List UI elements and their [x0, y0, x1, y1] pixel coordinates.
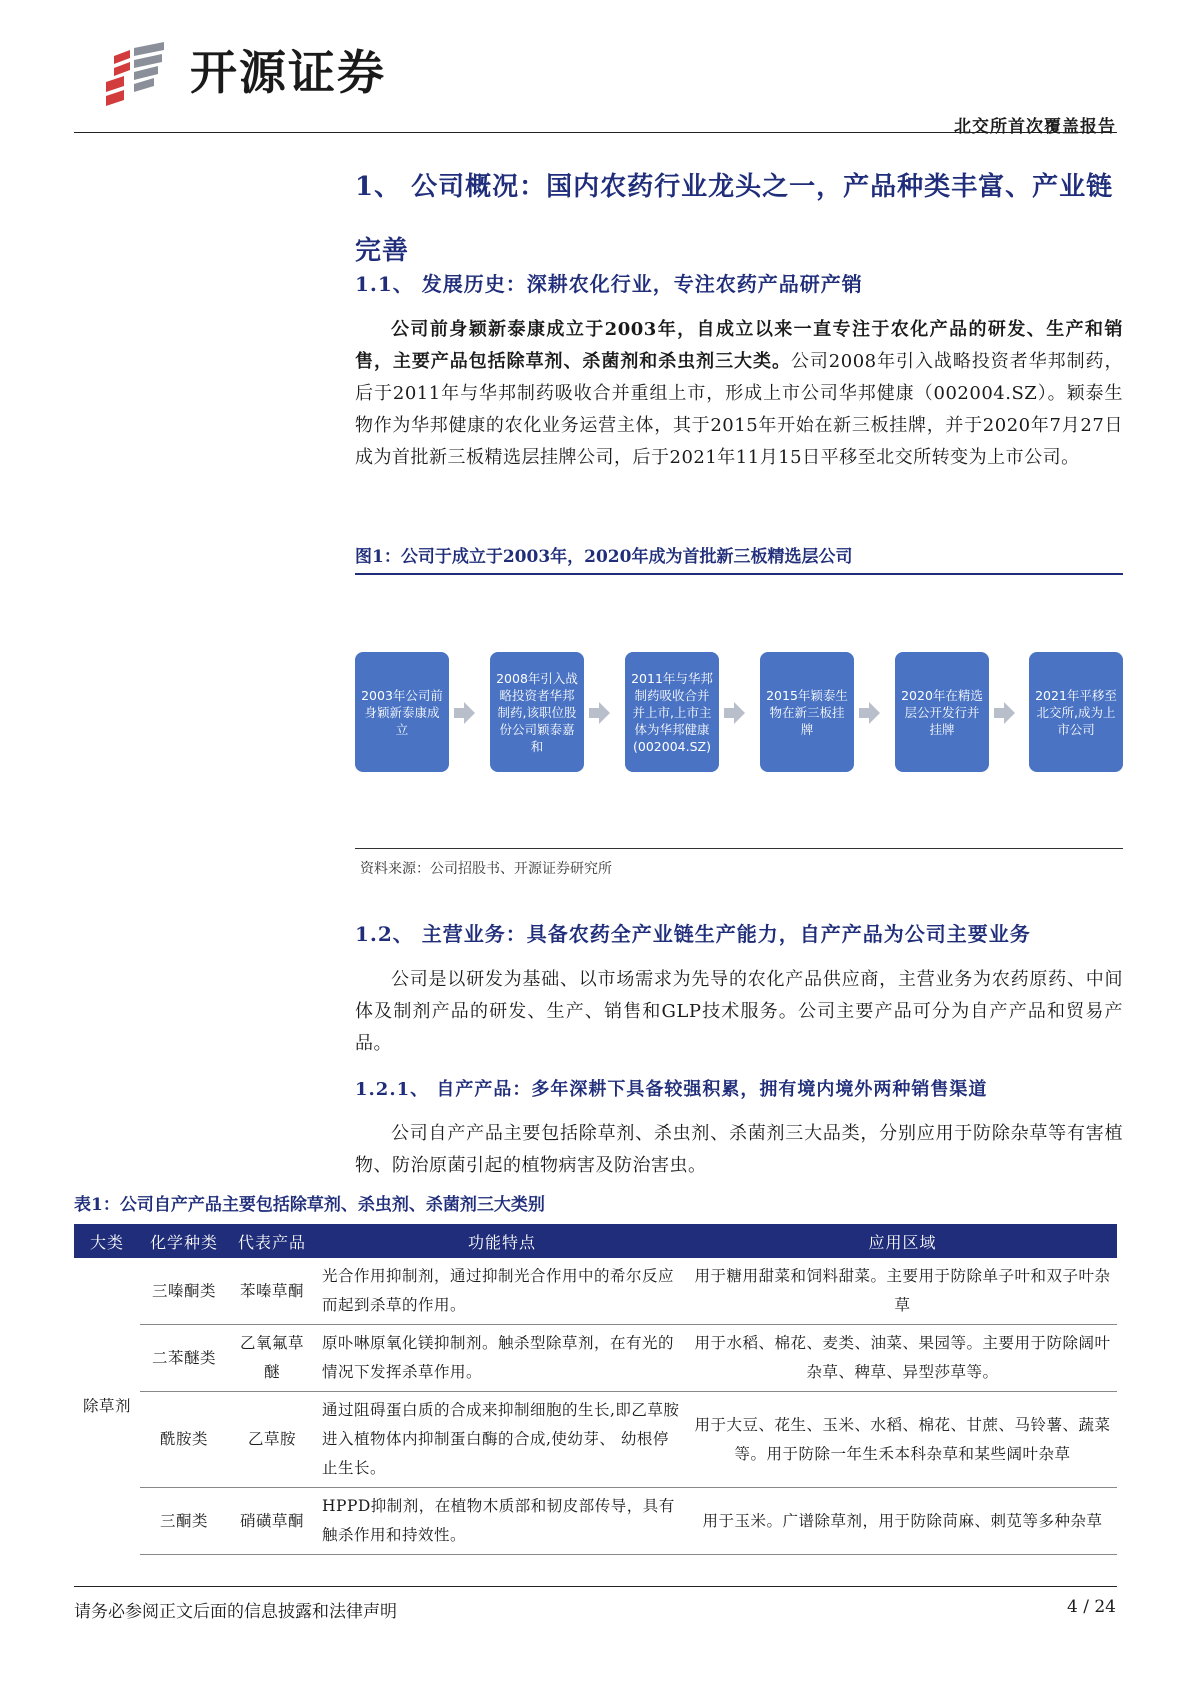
area-cell: 用于大豆、花生、玉米、水稻、棉花、甘蔗、马铃薯、蔬菜等。用于防除一年生禾本科杂草和某些阔叶杂草: [688, 1392, 1117, 1488]
column-header: 功能特点: [316, 1224, 688, 1258]
history-flowchart: [355, 600, 1123, 830]
table-1-caption: 表1：公司自产产品主要包括除草剂、杀虫剂、杀菌剂三大类别: [74, 1195, 545, 1215]
section-1-1-title: 1.1、 发展历史：深耕农化行业，专注农药产品研产销: [355, 272, 863, 296]
area-cell: 用于糖用甜菜和饲料甜菜。主要用于防除单子叶和双子叶杂草: [688, 1258, 1117, 1325]
area-cell: 用于水稻、棉花、麦类、油菜、果园等。主要用于防除阔叶杂草、稗草、异型莎草等。: [688, 1325, 1117, 1392]
product-cell: 乙草胺: [228, 1392, 316, 1488]
product-cell: 硝磺草酮: [228, 1488, 316, 1555]
section-1-2-title: 1.2、 主营业务：具备农药全产业链生产能力，自产产品为公司主要业务: [355, 922, 1031, 946]
area-cell: 用于玉米。广谱除草剂，用于防除苘麻、刺苋等多种杂草: [688, 1488, 1117, 1555]
business-paragraph: 公司是以研发为基础、以市场需求为先导的农化产品供应商，主营业务为农药原药、中间体及制剂产品的研发、生产、销售和GLP技术服务。公司主要产品可分为自产产品和贸易产品。: [355, 969, 1123, 1054]
flow-step-2020: 2020年在精选层公开发行并挂牌: [895, 652, 989, 772]
source-divider: [355, 848, 1123, 849]
flow-step-2008: 2008年引入战略投资者华邦制药,该职位股份公司颖泰嘉和: [490, 652, 584, 772]
figure-1-source: 资料来源：公司招股书、开源证券研究所: [360, 861, 612, 877]
feature-cell: 原卟啉原氧化镁抑制剂。触杀型除草剂，在有光的情况下发挥杀草作用。: [316, 1325, 688, 1392]
brand-name: 开源证券: [190, 46, 386, 101]
chem-type-cell: 三酮类: [140, 1488, 228, 1555]
products-table: [74, 1224, 1117, 1555]
figure-1-caption: 图1：公司于成立于2003年，2020年成为首批新三板精选层公司: [355, 542, 1123, 575]
chem-type-cell: 酰胺类: [140, 1392, 228, 1488]
history-paragraph-body: 公司2008年引入战略投资者华邦制药，后于2011年与华邦制药吸收合并重组上市，形成上市公司华邦健康（002004.SZ）。颖泰生物作为华邦健康的农化业务运营主体，其于2015年开始在新三板挂牌，并于2020年7月27日成为首批新三板精选层挂牌公司，后于2021年11月15日平移至北交所转变为上市公司。: [355, 351, 1123, 468]
table-row: [74, 1258, 1117, 1325]
column-header: 大类: [74, 1224, 140, 1258]
flow-step-2011: 2011年与华邦制药吸收合并并上市,上市主体为华邦健康(002004.SZ): [625, 652, 719, 772]
flow-step-2015: 2015年颖泰生物在新三板挂牌: [760, 652, 854, 772]
flow-step-2021: 2021年平移至北交所,成为上市公司: [1029, 652, 1123, 772]
feature-cell: HPPD抑制剂，在植物木质部和韧皮部传导，具有触杀作用和持效性。: [316, 1488, 688, 1555]
footer-divider: [74, 1586, 1117, 1587]
column-header: 代表产品: [228, 1224, 316, 1258]
column-header: 应用区域: [688, 1224, 1117, 1258]
footer-disclaimer: 请务必参阅正文后面的信息披露和法律声明: [74, 1602, 397, 1622]
section-1-2-1-title: 1.2.1、 自产产品：多年深耕下具备较强积累，拥有境内境外两种销售渠道: [355, 1079, 988, 1100]
feature-cell: 通过阻碍蛋白质的合成来抑制细胞的生长,即乙草胺进入植物体内抑制蛋白酶的合成,使幼芽、 幼根停止生长。: [316, 1392, 688, 1488]
product-cell: 乙氧氟草醚: [228, 1325, 316, 1392]
brand-logo-icon: [100, 42, 178, 108]
column-header: 化学种类: [140, 1224, 228, 1258]
chem-type-cell: 三嗪酮类: [140, 1258, 228, 1325]
report-type-label: 北交所首次覆盖报告: [954, 117, 1116, 137]
table-header-row: [74, 1224, 1117, 1258]
feature-cell: 光合作用抑制剂，通过抑制光合作用中的希尔反应而起到杀草的作用。: [316, 1258, 688, 1325]
flow-step-2003: 2003年公司前身颖新泰康成立: [355, 652, 449, 772]
history-paragraph-lead: 公司前身颖新泰康成立于2003年，自成立以来一直专注于农化产品的研发、生产和销售，主要产品包括除草剂、杀菌剂和杀虫剂三大类。: [355, 319, 1123, 372]
section-1-title: 1、 公司概况：国内农药行业龙头之一，产品种类丰富、产业链完善: [355, 172, 1114, 266]
category-cell: 除草剂: [82, 1396, 131, 1415]
table-row: [74, 1392, 1117, 1488]
chem-type-cell: 二苯醚类: [140, 1325, 228, 1392]
products-paragraph: 公司自产产品主要包括除草剂、杀虫剂、杀菌剂三大品类，分别应用于防除杂草等有害植物、防治原菌引起的植物病害及防治害虫。: [355, 1123, 1123, 1176]
product-cell: 苯嗪草酮: [228, 1258, 316, 1325]
table-row: [74, 1488, 1117, 1555]
table-row: [74, 1325, 1117, 1392]
header-divider: [74, 132, 1117, 133]
history-paragraph: [355, 314, 1123, 474]
page-number: 4 / 24: [1067, 1597, 1116, 1617]
